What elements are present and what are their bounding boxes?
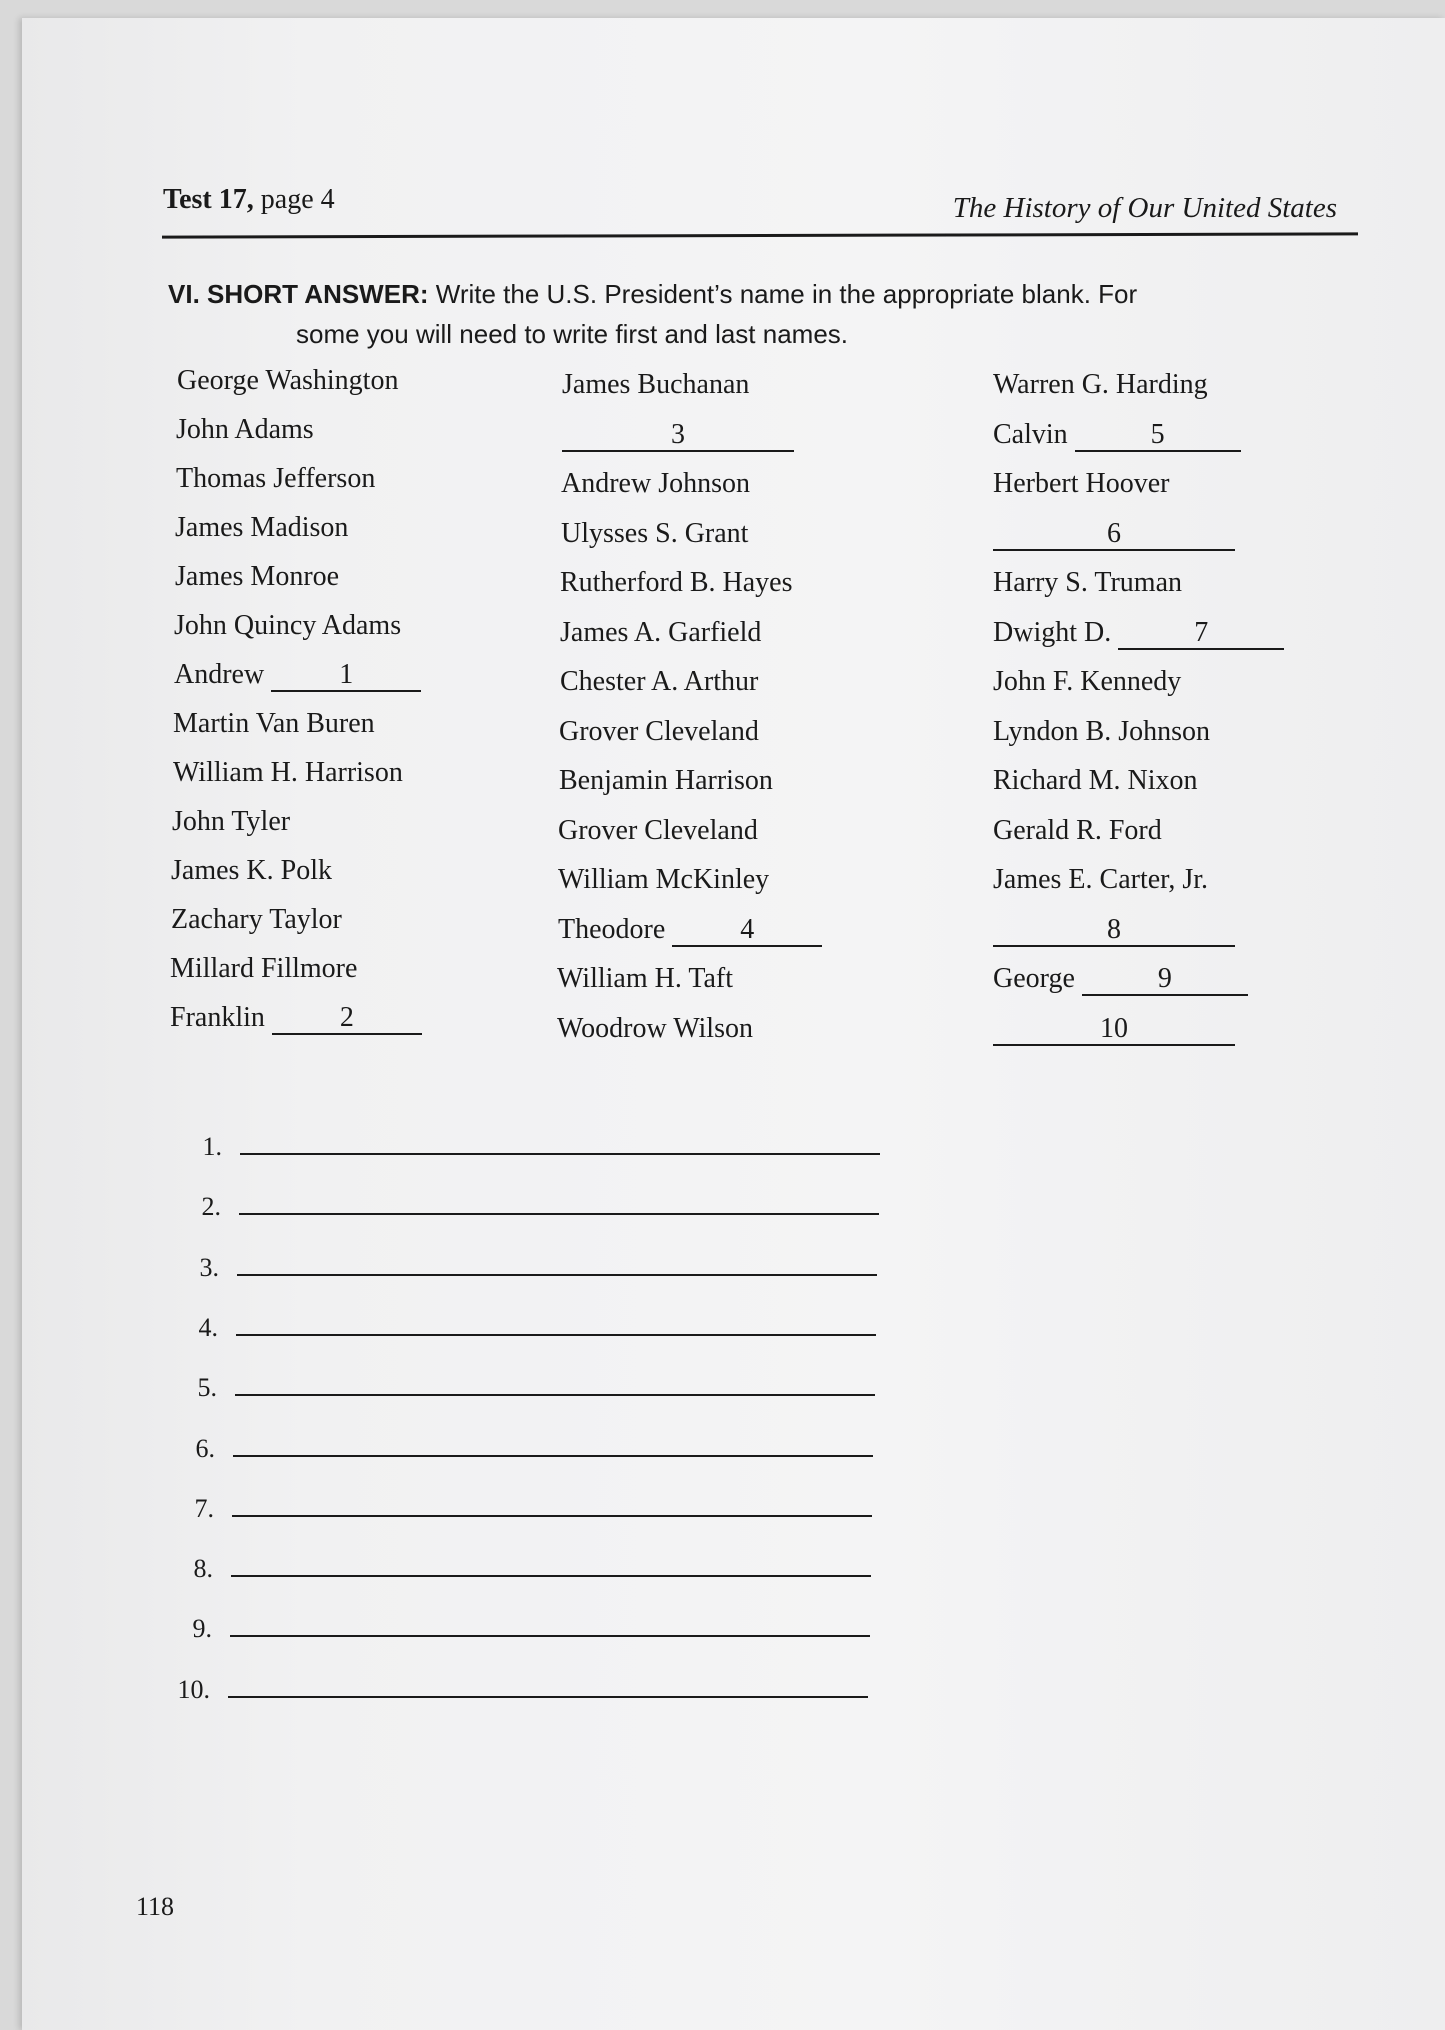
president-entry — [171, 903, 342, 937]
president-entry — [561, 467, 750, 501]
answer-row — [168, 1313, 876, 1343]
president-name: James Madison — [175, 512, 349, 543]
answer-row — [160, 1675, 868, 1705]
answer-row — [165, 1434, 873, 1464]
answer-line[interactable] — [233, 1435, 873, 1457]
president-entry — [170, 952, 357, 986]
president-entry — [993, 616, 1284, 650]
president-entry — [562, 368, 749, 402]
answer-line[interactable] — [239, 1193, 879, 1215]
president-name: Calvin — [993, 419, 1068, 450]
answer-row — [162, 1614, 870, 1644]
president-entry — [993, 368, 1208, 402]
answer-row — [171, 1192, 879, 1222]
test-label: Test 17, — [163, 184, 254, 215]
president-name: Thomas Jefferson — [176, 463, 376, 494]
president-name: James A. Garfield — [560, 617, 762, 648]
president-entry — [558, 863, 769, 897]
president-name: Benjamin Harrison — [559, 765, 773, 796]
president-name: James Buchanan — [562, 369, 750, 400]
president-entry — [177, 364, 398, 398]
president-name: Richard M. Nixon — [993, 765, 1198, 796]
answer-number: 2. — [201, 1192, 221, 1221]
president-name: John Tyler — [172, 806, 291, 837]
president-name: James Monroe — [175, 561, 340, 592]
president-name: Grover Cleveland — [558, 815, 758, 846]
president-name: Warren G. Harding — [993, 369, 1208, 400]
fill-in-blank[interactable] — [562, 420, 794, 452]
president-entry — [993, 962, 1248, 996]
president-entry — [993, 665, 1181, 699]
president-entry — [171, 854, 332, 888]
section-title: SHORT ANSWER: — [207, 279, 429, 309]
blank-number: 8 — [1107, 914, 1121, 945]
president-entry — [170, 1001, 422, 1035]
president-name: George — [993, 963, 1075, 994]
fill-in-blank[interactable] — [272, 1003, 422, 1035]
blank-number: 3 — [671, 419, 685, 450]
answer-line[interactable] — [235, 1374, 875, 1396]
president-entry — [558, 814, 758, 848]
page-number: 118 — [136, 1892, 175, 1921]
president-name: William McKinley — [558, 864, 770, 895]
answer-row — [164, 1494, 872, 1524]
fill-in-blank[interactable] — [672, 915, 822, 947]
answer-line[interactable] — [232, 1495, 872, 1517]
president-entry — [993, 467, 1169, 501]
page-label: page 4 — [260, 184, 335, 215]
answer-number: 8. — [193, 1554, 213, 1583]
president-entry — [993, 418, 1241, 452]
president-entry — [557, 1012, 753, 1046]
president-entry — [558, 913, 822, 947]
fill-in-blank[interactable] — [993, 519, 1235, 551]
president-entry — [173, 756, 403, 790]
fill-in-blank[interactable] — [1075, 420, 1241, 452]
answer-number: 6. — [195, 1434, 215, 1463]
president-name: John Quincy Adams — [174, 610, 402, 641]
president-name: Franklin — [170, 1002, 265, 1033]
president-entry — [174, 609, 401, 643]
president-entry — [562, 418, 794, 452]
answer-line[interactable] — [240, 1133, 880, 1155]
answer-line[interactable] — [228, 1676, 868, 1698]
answer-row — [169, 1253, 877, 1283]
president-entry — [993, 913, 1235, 947]
president-entry — [175, 560, 339, 594]
section-number: VI. — [168, 279, 200, 309]
president-entry — [560, 665, 758, 699]
president-name: Andrew Johnson — [561, 468, 750, 499]
president-name: Grover Cleveland — [559, 716, 759, 747]
answer-number: 1. — [202, 1132, 222, 1161]
answer-line[interactable] — [230, 1615, 870, 1637]
answer-number: 4. — [198, 1313, 218, 1342]
instructions-line-2: some you will need to write first and last names. — [296, 319, 849, 349]
president-name: William H. Taft — [557, 963, 734, 994]
president-entry — [993, 517, 1235, 551]
president-name: Herbert Hoover — [993, 468, 1170, 499]
blank-number: 10 — [1100, 1013, 1128, 1044]
president-entry — [993, 566, 1182, 600]
answer-number: 10. — [177, 1675, 210, 1704]
blank-number: 5 — [1150, 419, 1165, 450]
president-name: Andrew — [174, 659, 265, 690]
president-name: Millard Fillmore — [170, 953, 358, 984]
section-heading — [168, 274, 1318, 354]
worksheet-page — [22, 18, 1445, 2030]
answer-number: 5. — [197, 1373, 217, 1402]
president-name: Chester A. Arthur — [560, 666, 759, 697]
president-entry — [172, 805, 290, 839]
blank-number: 7 — [1194, 617, 1209, 648]
president-entry — [557, 962, 733, 996]
president-name: Dwight D. — [993, 617, 1112, 648]
answer-row — [163, 1554, 871, 1584]
header-divider — [162, 232, 1358, 238]
president-name: William H. Harrison — [173, 757, 403, 788]
president-name: Rutherford B. Hayes — [560, 567, 793, 598]
fill-in-blank[interactable] — [1118, 618, 1284, 650]
president-entry — [559, 764, 773, 798]
blank-number: 9 — [1157, 963, 1172, 994]
fill-in-blank[interactable] — [993, 915, 1235, 947]
president-name: John Adams — [176, 414, 314, 445]
president-entry — [176, 462, 375, 496]
president-entry — [993, 863, 1208, 897]
president-entry — [993, 1012, 1235, 1046]
president-entry — [173, 707, 375, 741]
blank-number: 1 — [339, 659, 354, 690]
president-entry — [560, 566, 793, 600]
answer-number: 9. — [192, 1614, 212, 1643]
president-name: James K. Polk — [171, 855, 332, 886]
president-name: Ulysses S. Grant — [561, 518, 749, 549]
president-name: Harry S. Truman — [993, 567, 1183, 598]
blank-number: 6 — [1107, 518, 1121, 549]
president-name: James E. Carter, Jr. — [993, 864, 1209, 895]
president-name: Theodore — [558, 914, 666, 945]
president-entry — [993, 715, 1210, 749]
president-name: Martin Van Buren — [173, 708, 375, 739]
president-name: George Washington — [177, 365, 399, 396]
president-entry — [560, 616, 761, 650]
answer-row — [172, 1132, 880, 1162]
blank-number: 4 — [740, 914, 755, 945]
president-name: Zachary Taylor — [171, 904, 342, 935]
president-entry — [993, 764, 1198, 798]
instructions-line-1: Write the U.S. President’s name in the appropriate blank. For — [435, 279, 1138, 309]
president-name: Woodrow Wilson — [557, 1013, 753, 1044]
president-name: John F. Kennedy — [993, 666, 1182, 697]
book-title: The History of Our United States — [952, 192, 1337, 224]
fill-in-blank[interactable] — [1082, 964, 1248, 996]
president-entry — [174, 658, 421, 692]
president-entry — [176, 413, 314, 447]
answer-line[interactable] — [237, 1254, 877, 1276]
test-header — [163, 184, 335, 216]
president-name: Gerald R. Ford — [993, 815, 1162, 846]
president-entry — [561, 517, 748, 551]
answer-number: 7. — [194, 1494, 214, 1523]
fill-in-blank[interactable] — [993, 1014, 1235, 1046]
blank-number: 2 — [339, 1002, 354, 1033]
answer-row — [167, 1373, 875, 1403]
answer-line[interactable] — [231, 1555, 871, 1577]
president-entry — [993, 814, 1162, 848]
president-name: Lyndon B. Johnson — [993, 716, 1211, 747]
president-entry — [175, 511, 348, 545]
answer-line[interactable] — [236, 1314, 876, 1336]
answer-number: 3. — [199, 1253, 219, 1282]
fill-in-blank[interactable] — [271, 660, 421, 692]
president-entry — [559, 715, 759, 749]
